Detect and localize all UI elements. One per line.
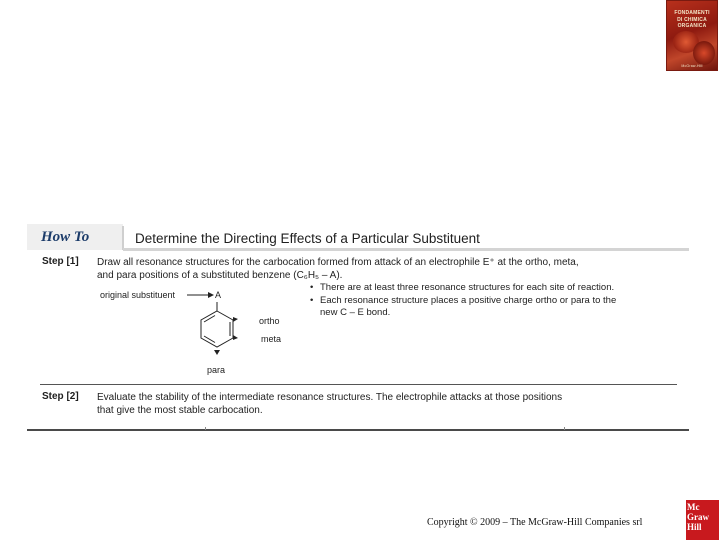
bullet-text: There are at least three resonance structures for each site of reaction. bbox=[320, 282, 615, 293]
cover-decoration bbox=[693, 41, 715, 65]
meta-label: meta bbox=[261, 334, 282, 344]
bullet-icon: • bbox=[310, 282, 314, 293]
bullet-text: new C – E bond. bbox=[320, 307, 391, 318]
cover-title-line: DI CHIMICA bbox=[677, 17, 707, 23]
cover-publisher: McGraw-Hill bbox=[681, 64, 703, 68]
copyright-notice: Copyright © 2009 – The McGraw-Hill Companies srl bbox=[427, 517, 643, 528]
step-2-label: Step [2] bbox=[42, 391, 79, 402]
bullet-list bbox=[310, 282, 680, 320]
title-underline bbox=[123, 248, 689, 251]
substituent-a-label: A bbox=[215, 290, 222, 300]
step-1-label: Step [1] bbox=[42, 256, 79, 267]
arrow-icon bbox=[186, 289, 216, 301]
rule-tick bbox=[205, 427, 206, 430]
list-item bbox=[310, 295, 680, 308]
logo-text: Graw bbox=[687, 512, 709, 522]
rule-tick bbox=[564, 427, 565, 430]
figure-bottom-rule bbox=[27, 429, 689, 431]
step-1-text-line: and para positions of a substituted benzene (C₆H₅ – A). bbox=[97, 270, 343, 281]
bullet-text: Each resonance structure places a positive charge ortho or para to the bbox=[320, 294, 617, 306]
bullet-icon: • bbox=[310, 294, 314, 306]
step-separator bbox=[40, 384, 677, 385]
benzene-ring-diagram bbox=[196, 301, 246, 359]
header-divider bbox=[122, 226, 124, 250]
step-2-text-line: that give the most stable carbocation. bbox=[97, 405, 263, 416]
cover-title-line: ORGANICA bbox=[677, 23, 707, 29]
original-substituent-label: original substituent bbox=[100, 290, 176, 300]
cover-title-line: FONDAMENTI bbox=[674, 10, 710, 16]
figure-title: Determine the Directing Effects of a Particular Substituent bbox=[135, 231, 480, 246]
logo-text: Hill bbox=[687, 522, 702, 532]
step-2-text-line: Evaluate the stability of the intermediate resonance structures. The electrophile attacks at those positions bbox=[97, 392, 563, 403]
mcgraw-hill-logo bbox=[686, 500, 719, 540]
how-to-label: How To bbox=[41, 229, 90, 245]
list-item bbox=[310, 282, 680, 295]
para-label: para bbox=[207, 365, 226, 375]
logo-text: Mc bbox=[687, 502, 700, 512]
ortho-label: ortho bbox=[259, 316, 280, 326]
book-cover-image bbox=[666, 0, 718, 71]
step-1-text-line: Draw all resonance structures for the carbocation formed from attack of an electrophile E⁺ at the ortho, meta, bbox=[97, 257, 579, 268]
list-item bbox=[310, 307, 680, 320]
